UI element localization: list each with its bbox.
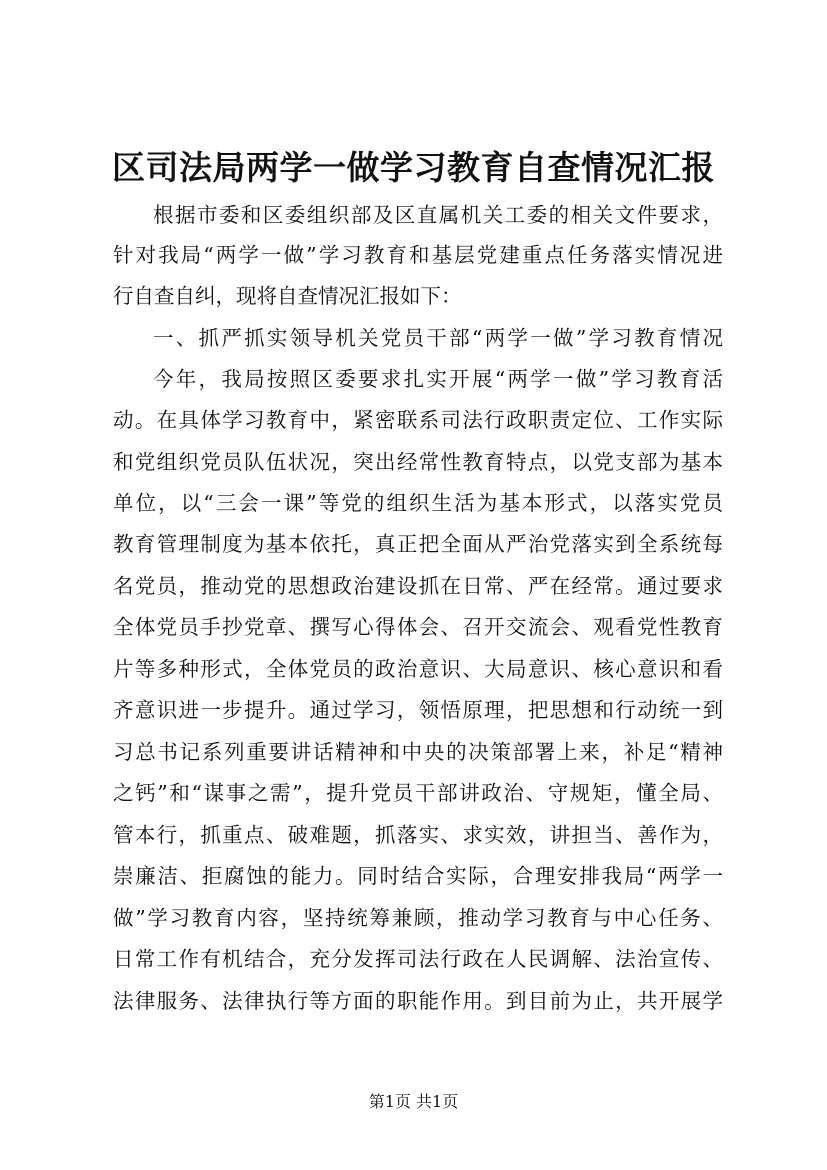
page-footer: 第1页 共1页 xyxy=(368,1092,459,1111)
text-line: 名党员，推动党的思想政治建设抓在日常、严在经常。通过要求 xyxy=(113,574,723,598)
text-line: 齐意识进一步提升。通过学习，领悟原理，把思想和行动统一到 xyxy=(113,698,723,722)
text-line: 管本行，抓重点、破难题，抓落实、求实效，讲担当、善作为， xyxy=(113,823,723,847)
text-line: 和党组织党员队伍状况，突出经常性教育特点，以党支部为基本 xyxy=(113,450,723,474)
section-heading: 一、抓严抓实领导机关党员干部“两学一做”学习教育情况 xyxy=(153,326,723,350)
text-line: 单位，以“三会一课”等党的组织生活为基本形式，以落实党员 xyxy=(113,491,723,515)
text-line: 根据市委和区委组织部及区直属机关工委的相关文件要求， xyxy=(153,203,723,227)
text-line: 之钙”和“谋事之需”，提升党员干部讲政治、守规矩，懂全局、 xyxy=(113,781,723,805)
text-line: 行自查自纠，现将自查情况汇报如下： xyxy=(113,284,462,308)
text-line: 习总书记系列重要讲话精神和中央的决策部署上来，补足“精神 xyxy=(113,740,723,764)
text-line: 崇廉洁、拒腐蚀的能力。同时结合实际，合理安排我局“两学一 xyxy=(113,864,723,888)
text-line: 全体党员手抄党章、撰写心得体会、召开交流会、观看党性教育 xyxy=(113,615,723,639)
text-line: 今年，我局按照区委要求扎实开展“两学一做”学习教育活 xyxy=(153,367,723,391)
text-line: 针对我局“两学一做”学习教育和基层党建重点任务落实情况进 xyxy=(113,243,723,267)
text-line: 教育管理制度为基本依托，真正把全面从严治党落实到全系统每 xyxy=(113,532,723,556)
text-line: 片等多种形式，全体党员的政治意识、大局意识、核心意识和看 xyxy=(113,657,723,681)
text-line: 法律服务、法律执行等方面的职能作用。到目前为止，共开展学 xyxy=(113,989,723,1013)
text-line: 动。在具体学习教育中，紧密联系司法行政职责定位、工作实际 xyxy=(113,408,723,432)
document-title: 区司法局两学一做学习教育自查情况汇报 xyxy=(112,148,715,187)
text-line: 日常工作有机结合，充分发挥司法行政在人民调解、法治宣传、 xyxy=(113,947,723,971)
text-line: 做”学习教育内容，坚持统筹兼顾，推动学习教育与中心任务、 xyxy=(113,906,723,930)
